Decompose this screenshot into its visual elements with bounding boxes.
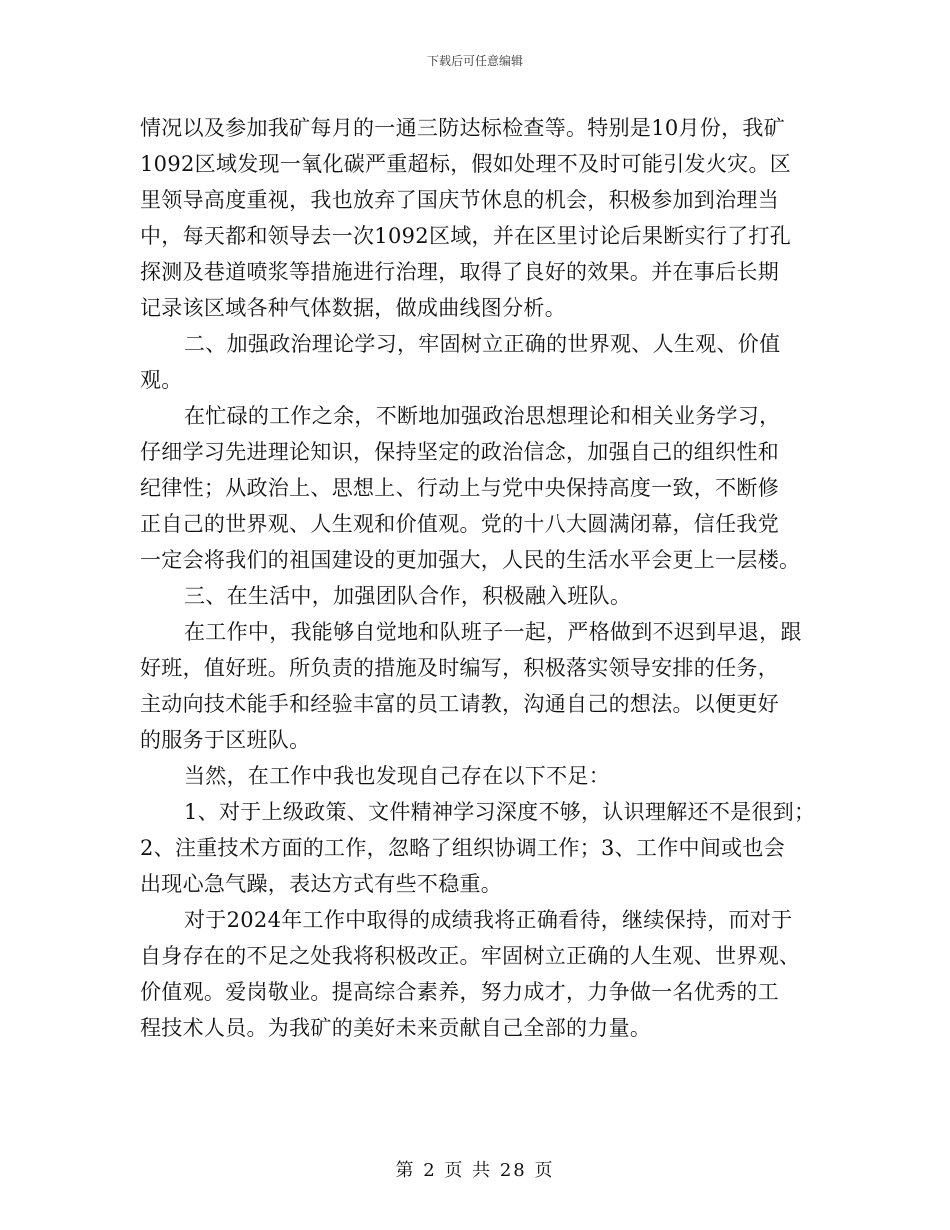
text-line: 价值观。爱岗敬业。提高综合素养，努力成才，力争做一名优秀的工 (140, 980, 779, 1004)
text-line: 自身存在的不足之处我将积极改正。牢固树立正确的人生观、世界观、 (140, 944, 801, 968)
text-line: 2、注重技术方面的工作，忽略了组织协调工作；3、工作中间或也会 (140, 836, 786, 860)
text-line: 一定会将我们的祖国建设的更加强大，人民的生活水平会更上一层楼。 (140, 548, 801, 572)
paragraph (140, 110, 820, 326)
paragraph (140, 614, 820, 758)
text-line: 1092区域发现一氧化碳严重超标，假如处理不及时可能引发火灾。区 (140, 152, 792, 176)
text-line: 正自己的世界观、人生观和价值观。党的十八大圆满闭幕，信任我党 (140, 512, 779, 536)
text-line: 中，每天都和领导去一次1092区域，并在区里讨论后果断实行了打孔 (140, 224, 792, 248)
text-line: 探测及巷道喷浆等措施进行治理，取得了良好的效果。并在事后长期 (140, 260, 779, 284)
section-heading (140, 326, 820, 398)
text-line: 记录该区域各种气体数据，做成曲线图分析。 (140, 296, 566, 320)
paragraph (140, 398, 820, 578)
text-line: 在忙碌的工作之余，不断地加强政治思想理论和相关业务学习， (184, 404, 781, 428)
text-line: 出现心急气躁，表达方式有些不稳重。 (140, 872, 503, 896)
text-line: 对于2024年工作中取得的成绩我将正确看待，继续保持，而对于 (184, 908, 793, 932)
page-footer: 第 2 页 共 28 页 (395, 1160, 555, 1181)
section-heading (140, 578, 820, 614)
text-line: 纪律性；从政治上、思想上、行动上与党中央保持高度一致，不断修 (140, 476, 779, 500)
text-line: 好班，值好班。所负责的措施及时编写，积极落实领导安排的任务， (140, 656, 779, 680)
text-line: 主动向技术能手和经验丰富的员工请教，沟通自己的想法。以便更好 (140, 692, 779, 716)
paragraph (140, 794, 820, 902)
text-line: 当然，在工作中我也发现自己存在以下不足： (184, 764, 610, 788)
page-header: 下载后可任意编辑 (426, 54, 523, 68)
document-body (140, 110, 820, 1046)
text-line: 在工作中，我能够自觉地和队班子一起，严格做到不迟到早退，跟 (184, 620, 802, 644)
text-line: 的服务于区班队。 (140, 728, 311, 752)
text-line: 程技术人员。为我矿的美好未来贡献自己全部的力量。 (140, 1016, 652, 1040)
text-line: 仔细学习先进理论知识，保持坚定的政治信念，加强自己的组织性和 (140, 440, 779, 464)
text-line: 1、对于上级政策、文件精神学习深度不够，认识理解还不是很到； (184, 800, 816, 824)
text-line: 三、在生活中，加强团队合作，积极融入班队。 (184, 584, 632, 608)
text-line: 里领导高度重视，我也放弃了国庆节休息的机会，积极参加到治理当 (140, 188, 779, 212)
paragraph (140, 902, 820, 1046)
text-line: 二、加强政治理论学习，牢固树立正确的世界观、人生观、价值 (184, 332, 781, 356)
paragraph (140, 758, 820, 794)
text-line: 情况以及参加我矿每月的一通三防达标检查等。特别是10月份，我矿 (140, 116, 786, 140)
text-line: 观。 (140, 368, 183, 392)
